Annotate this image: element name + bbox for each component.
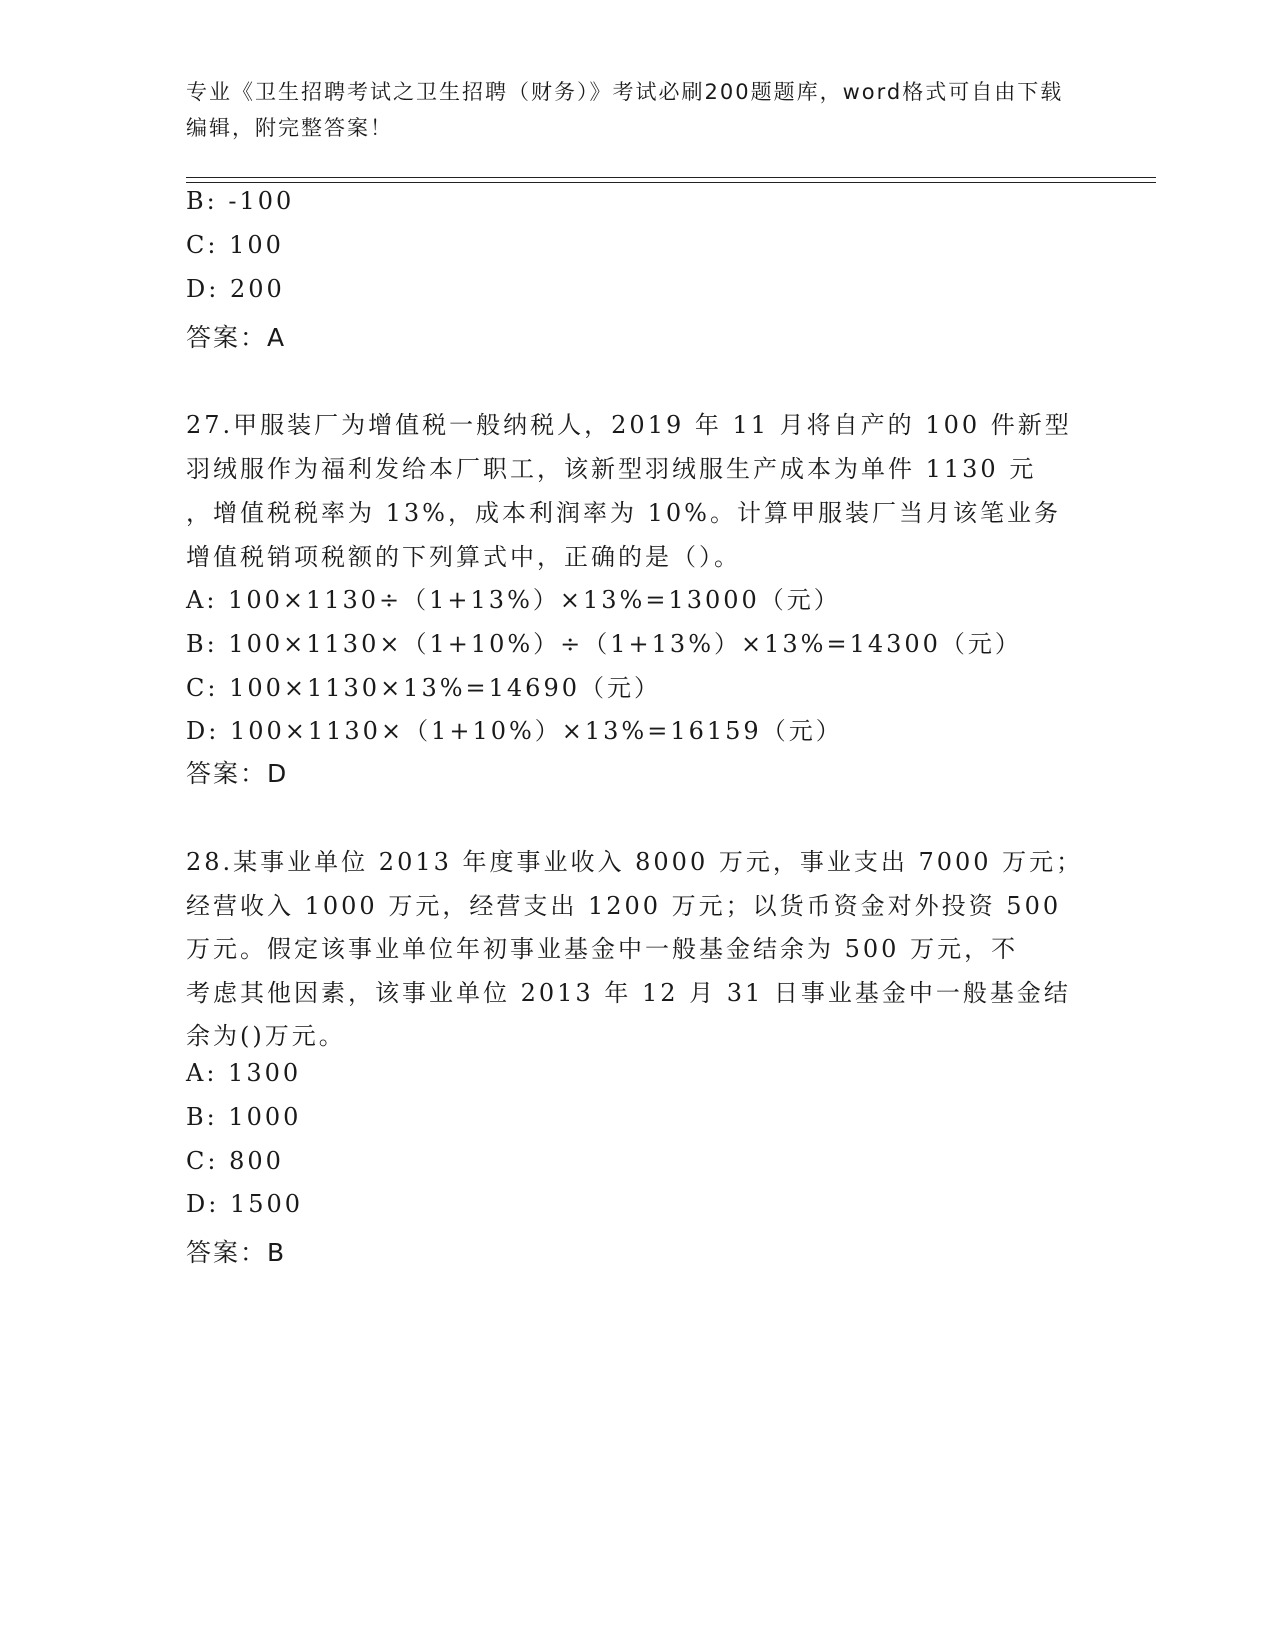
- question-27-text-line: ，增值税税率为 13%，成本利润率为 10%。计算甲服装厂当月该笔业务: [186, 499, 1061, 527]
- question-27-text-line: 27.甲服装厂为增值税一般纳税人，2019 年 11 月将自产的 100 件新型: [186, 411, 1072, 439]
- question-27-text-line: 羽绒服作为福利发给本厂职工，该新型羽绒服生产成本为单件 1130 元: [186, 455, 1037, 483]
- question-28-text-line: 万元。假定该事业单位年初事业基金中一般基金结余为 500 万元，不: [186, 935, 1019, 963]
- option-b: B: -100: [186, 187, 295, 215]
- answer: 答案：A: [186, 323, 287, 352]
- question-28-text-line: 经营收入 1000 万元，经营支出 1200 万元；以货币资金对外投资 500: [186, 892, 1062, 920]
- question-28-option-d: D: 1500: [186, 1190, 304, 1218]
- question-27-answer: 答案：D: [186, 759, 289, 788]
- question-27-option-a: A: 100×1130÷（1+13%）×13%=13000（元）: [186, 586, 841, 614]
- question-27-text-line: 增值税销项税额的下列算式中，正确的是（）。: [186, 543, 741, 571]
- header-divider-bottom: [186, 182, 1156, 183]
- question-28-text-line: 余为()万元。: [186, 1022, 346, 1050]
- question-28-text-line: 考虑其他因素，该事业单位 2013 年 12 月 31 日事业基金中一般基金结: [186, 979, 1071, 1007]
- question-28-option-b: B: 1000: [186, 1103, 302, 1131]
- question-27-option-b: B: 100×1130×（1+10%）÷（1+13%）×13%=14300（元）: [186, 630, 1022, 658]
- header-divider-top: [186, 177, 1156, 178]
- option-d: D: 200: [186, 275, 285, 303]
- question-28-option-a: A: 1300: [186, 1059, 302, 1087]
- document-header: 专业《卫生招聘考试之卫生招聘（财务）》考试必刷200题题库，word格式可自由下载编辑，附完整答案！: [186, 80, 1064, 140]
- option-c: C: 100: [186, 231, 284, 259]
- question-28-text-line: 28.某事业单位 2013 年度事业收入 8000 万元，事业支出 7000 万元；: [186, 848, 1084, 876]
- question-28-option-c: C: 800: [186, 1147, 284, 1175]
- question-27-option-c: C: 100×1130×13%=14690（元）: [186, 674, 661, 702]
- question-27-option-d: D: 100×1130×（1+10%）×13%=16159（元）: [186, 717, 843, 745]
- question-28-answer: 答案：B: [186, 1238, 287, 1267]
